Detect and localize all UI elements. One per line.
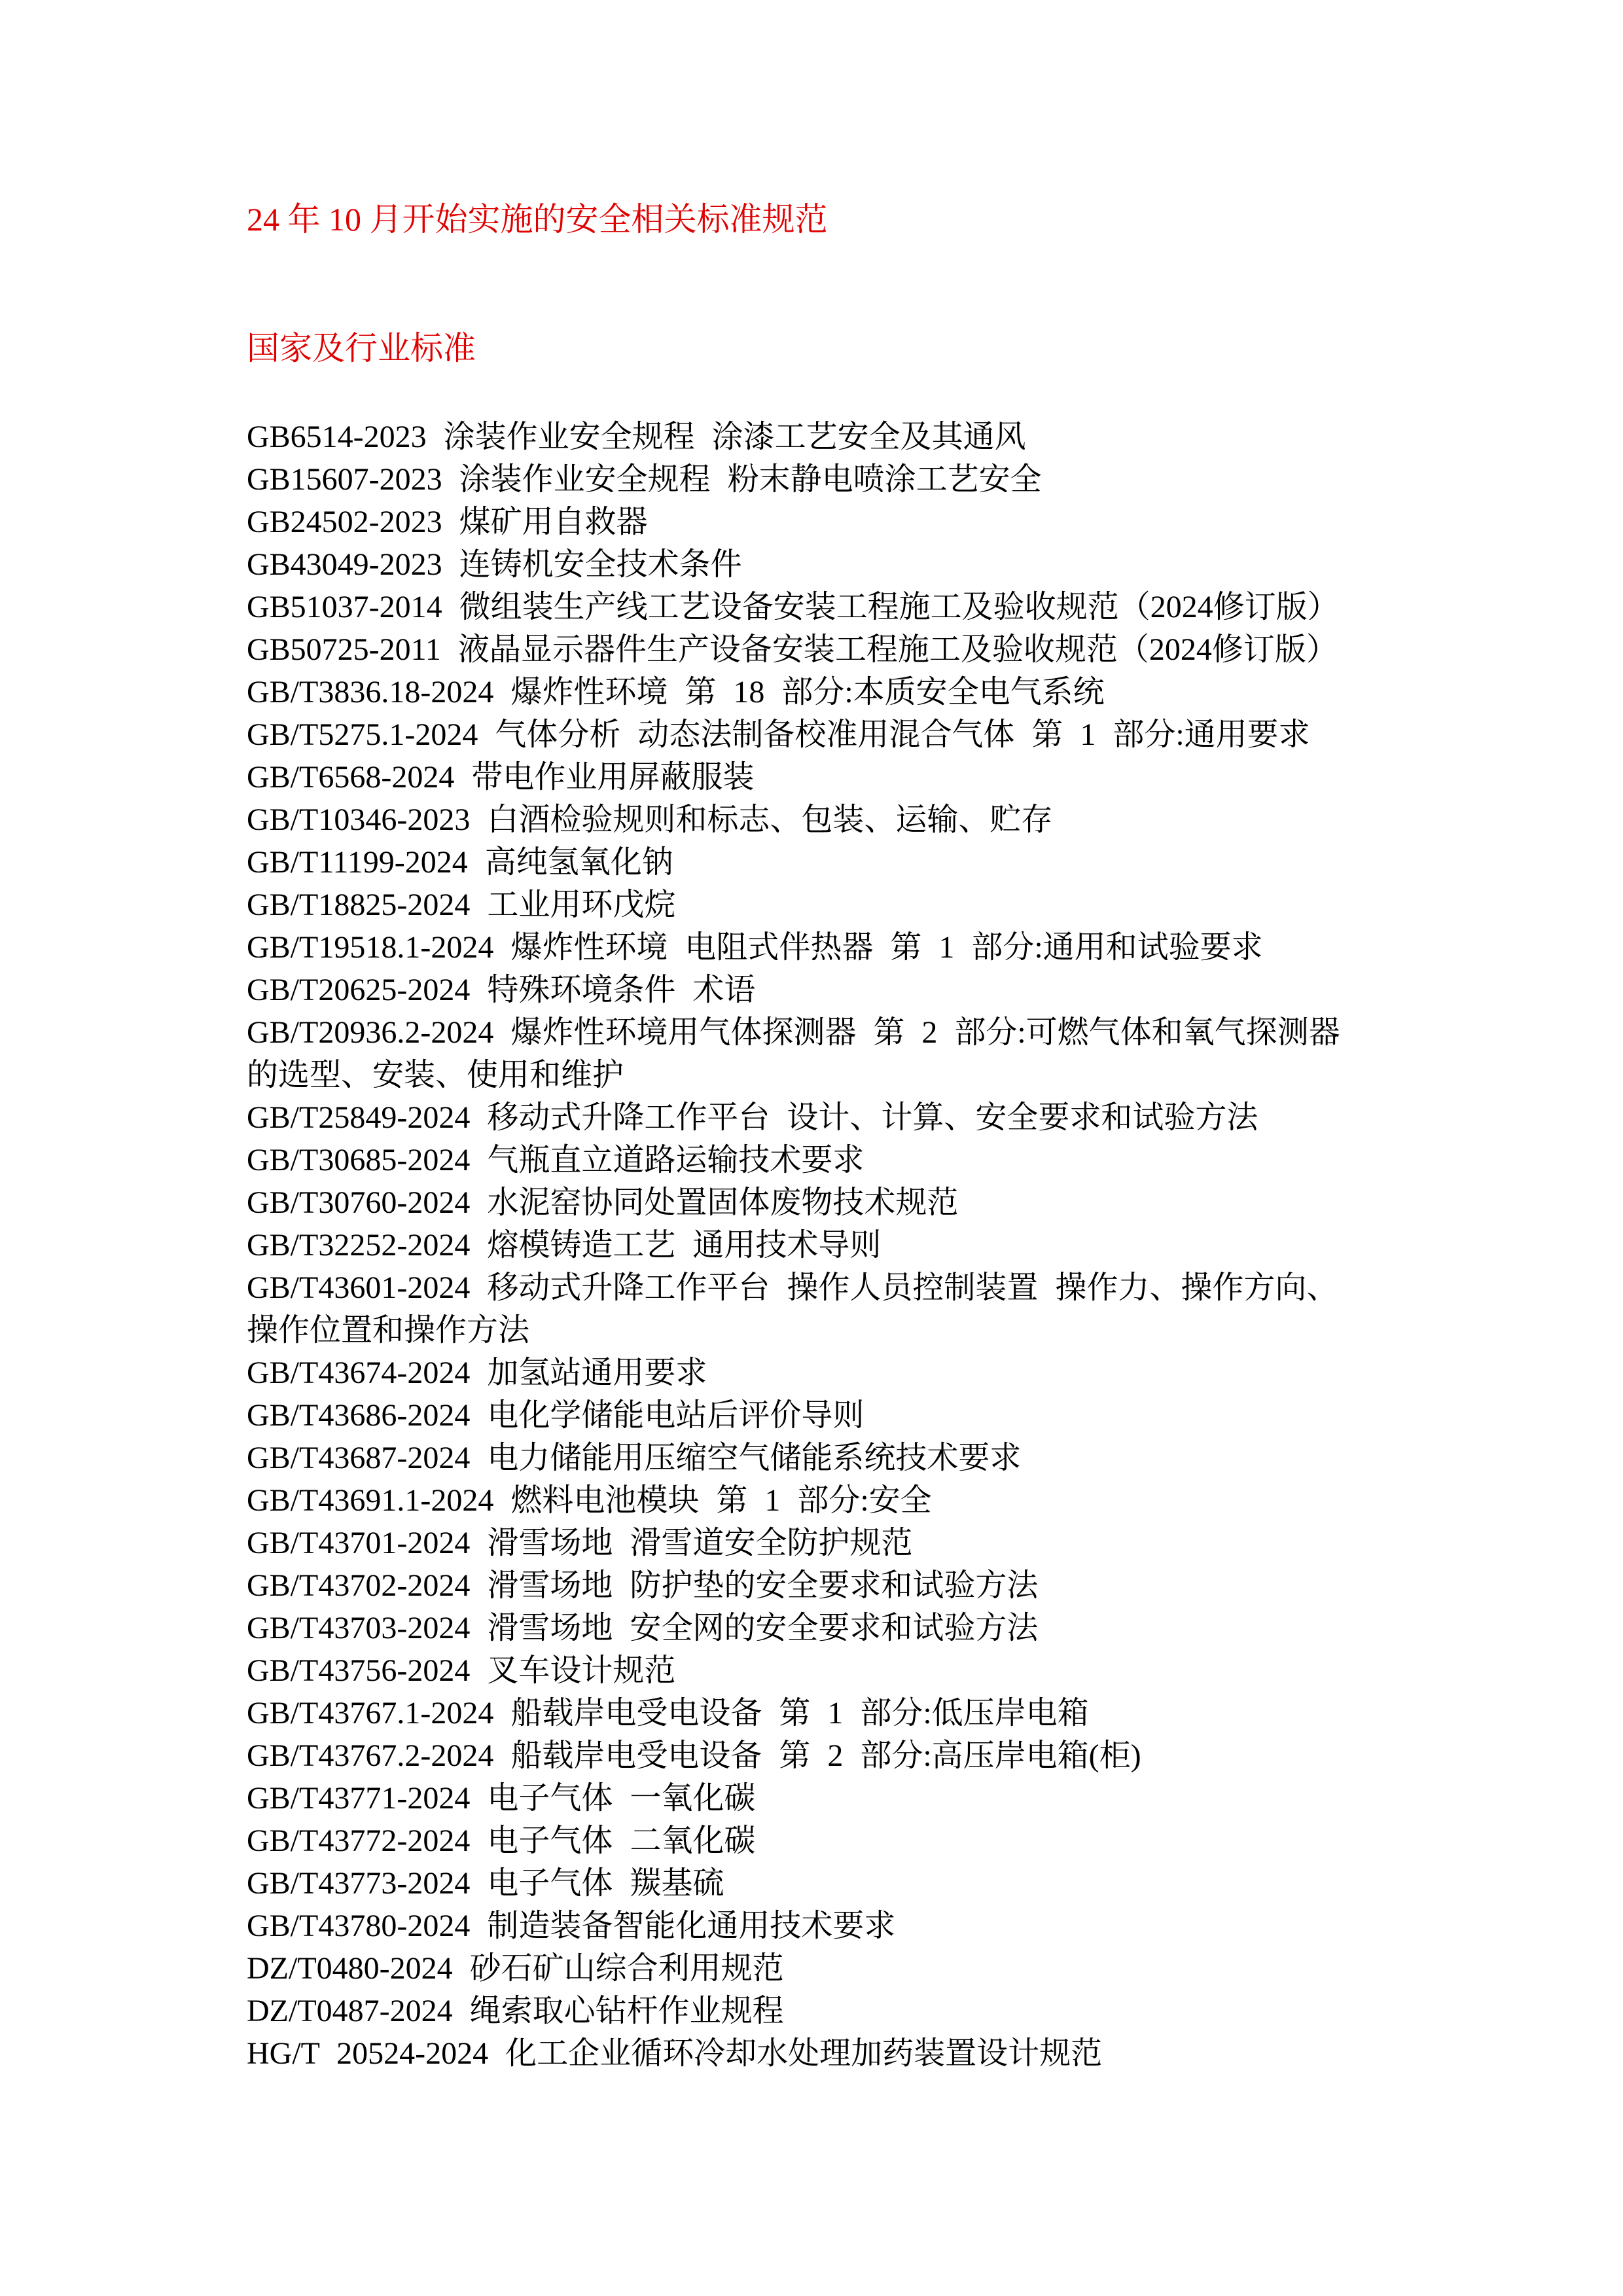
standard-line (247, 1309, 1380, 1352)
standard-line (247, 1734, 1380, 1777)
standard-line (247, 1437, 1380, 1479)
standard-line-text: GB/T30760-2024 水泥窑协同处置固体废物技术规范 (247, 1185, 959, 1220)
standard-line (247, 1054, 1380, 1096)
standard-line (247, 543, 1380, 586)
standard-line (247, 1905, 1380, 1947)
standard-line-text: GB/T43780-2024 制造装备智能化通用技术要求 (247, 1909, 896, 1943)
standard-line (247, 926, 1380, 969)
standard-line-text: GB15607-2023 涂装作业安全规程 粉末静电喷涂工艺安全 (247, 462, 1042, 497)
standard-line-text: GB/T20936.2-2024 爆炸性环境用气体探测器 第 2 部分:可燃气体和氧气探测器 (247, 1015, 1340, 1050)
standard-line (247, 1394, 1380, 1437)
standard-line-text: GB6514-2023 涂装作业安全规程 涂漆工艺安全及其通风 (247, 420, 1026, 454)
standard-line-text: GB/T43601-2024 移动式升降工作平台 操作人员控制装置 操作力、操作方向、 (247, 1270, 1338, 1305)
standard-line (247, 1181, 1380, 1224)
standard-line-text: GB/T43691.1-2024 燃料电池模块 第 1 部分:安全 (247, 1483, 932, 1518)
standard-line-text: GB/T43756-2024 叉车设计规范 (247, 1653, 676, 1688)
standard-line-text: GB/T43772-2024 电子气体 二氧化碳 (247, 1823, 756, 1858)
standard-line (247, 1139, 1380, 1181)
standard-line-text: GB43049-2023 连铸机安全技术条件 (247, 547, 742, 582)
standard-line-text: GB/T43674-2024 加氢站通用要求 (247, 1355, 707, 1390)
standard-line-text: GB51037-2014 微组装生产线工艺设备安装工程施工及验收规范（2024修订版） (247, 590, 1339, 624)
standard-line-text: GB/T43771-2024 电子气体 一氧化碳 (247, 1781, 756, 1816)
standard-line (247, 1649, 1380, 1692)
standard-line-text: DZ/T0480-2024 砂石矿山综合利用规范 (247, 1951, 784, 1986)
standard-line-text: GB/T19518.1-2024 爆炸性环境 电阻式伴热器 第 1 部分:通用和试验要求 (247, 930, 1263, 965)
standard-line (247, 841, 1380, 884)
standard-line-text: GB/T10346-2023 白酒检验规则和标志、包装、运输、贮存 (247, 802, 1053, 837)
standard-line (247, 1862, 1380, 1905)
standard-line (247, 2032, 1380, 2075)
standard-line (247, 501, 1380, 543)
standard-line (247, 1011, 1380, 1054)
standard-line-text: GB/T43767.1-2024 船载岸电受电设备 第 1 部分:低压岸电箱 (247, 1696, 1089, 1731)
document-title: 24 年 10 月开始实施的安全相关标准规范 (247, 201, 828, 238)
standard-line-text: GB/T25849-2024 移动式升降工作平台 设计、计算、安全要求和试验方法 (247, 1100, 1258, 1135)
standard-line (247, 1607, 1380, 1649)
standard-line (247, 884, 1380, 926)
standard-line-text: GB/T43687-2024 电力储能用压缩空气储能系统技术要求 (247, 1441, 1022, 1475)
standard-line (247, 671, 1380, 713)
standard-line-text: GB50725-2011 液晶显示器件生产设备安装工程施工及验收规范（2024修订版） (247, 632, 1338, 667)
standard-line (247, 756, 1380, 798)
standard-line (247, 1522, 1380, 1564)
standard-line-text: 的选型、安装、使用和维护 (247, 1058, 624, 1092)
standard-line (247, 1224, 1380, 1266)
standard-line-text: GB/T18825-2024 工业用环戊烷 (247, 888, 676, 922)
standard-line-text: GB/T43702-2024 滑雪场地 防护垫的安全要求和试验方法 (247, 1568, 1039, 1603)
standard-line-text: DZ/T0487-2024 绳索取心钻杆作业规程 (247, 1994, 784, 2028)
standard-line-text: GB/T43703-2024 滑雪场地 安全网的安全要求和试验方法 (247, 1611, 1039, 1645)
standard-line (247, 1947, 1380, 1990)
standards-list (247, 416, 1380, 2075)
standard-line (247, 1266, 1380, 1309)
standard-line (247, 458, 1380, 501)
standard-line (247, 1820, 1380, 1862)
section-heading-national-and-industry-standards: 国家及行业标准 (247, 330, 476, 367)
standard-line (247, 969, 1380, 1011)
standard-line (247, 1352, 1380, 1394)
standard-line-text: GB/T43701-2024 滑雪场地 滑雪道安全防护规范 (247, 1526, 913, 1560)
standard-line (247, 1692, 1380, 1734)
standard-line-text: 操作位置和操作方法 (247, 1313, 530, 1348)
standard-line-text: GB/T11199-2024 高纯氢氧化钠 (247, 845, 673, 880)
standard-line-text: GB/T3836.18-2024 爆炸性环境 第 18 部分:本质安全电气系统 (247, 675, 1105, 709)
standard-line-text: GB/T43686-2024 电化学储能电站后评价导则 (247, 1398, 865, 1433)
standard-line (247, 1564, 1380, 1607)
standard-line (247, 1990, 1380, 2032)
standard-line-text: GB/T20625-2024 特殊环境条件 术语 (247, 973, 756, 1007)
standard-line (247, 628, 1380, 671)
standard-line (247, 1777, 1380, 1820)
standard-line-text: GB/T30685-2024 气瓶直立道路运输技术要求 (247, 1143, 865, 1177)
standard-line-text: GB/T43767.2-2024 船载岸电受电设备 第 2 部分:高压岸电箱(柜) (247, 1738, 1141, 1773)
standard-line (247, 416, 1380, 458)
standard-line-text: GB/T6568-2024 带电作业用屏蔽服装 (247, 760, 755, 795)
standard-line (247, 1479, 1380, 1522)
standard-line-text: GB/T43773-2024 电子气体 羰基硫 (247, 1866, 724, 1901)
standard-line (247, 713, 1380, 756)
standard-line-text: HG/T 20524-2024 化工企业循环冷却水处理加药装置设计规范 (247, 2036, 1103, 2071)
standard-line-text: GB24502-2023 煤矿用自救器 (247, 505, 648, 539)
standard-line (247, 798, 1380, 841)
standard-line (247, 586, 1380, 628)
standard-line-text: GB/T32252-2024 熔模铸造工艺 通用技术导则 (247, 1228, 882, 1263)
standard-line (247, 1096, 1380, 1139)
standard-line-text: GB/T5275.1-2024 气体分析 动态法制备校准用混合气体 第 1 部分:通用要求 (247, 717, 1310, 752)
